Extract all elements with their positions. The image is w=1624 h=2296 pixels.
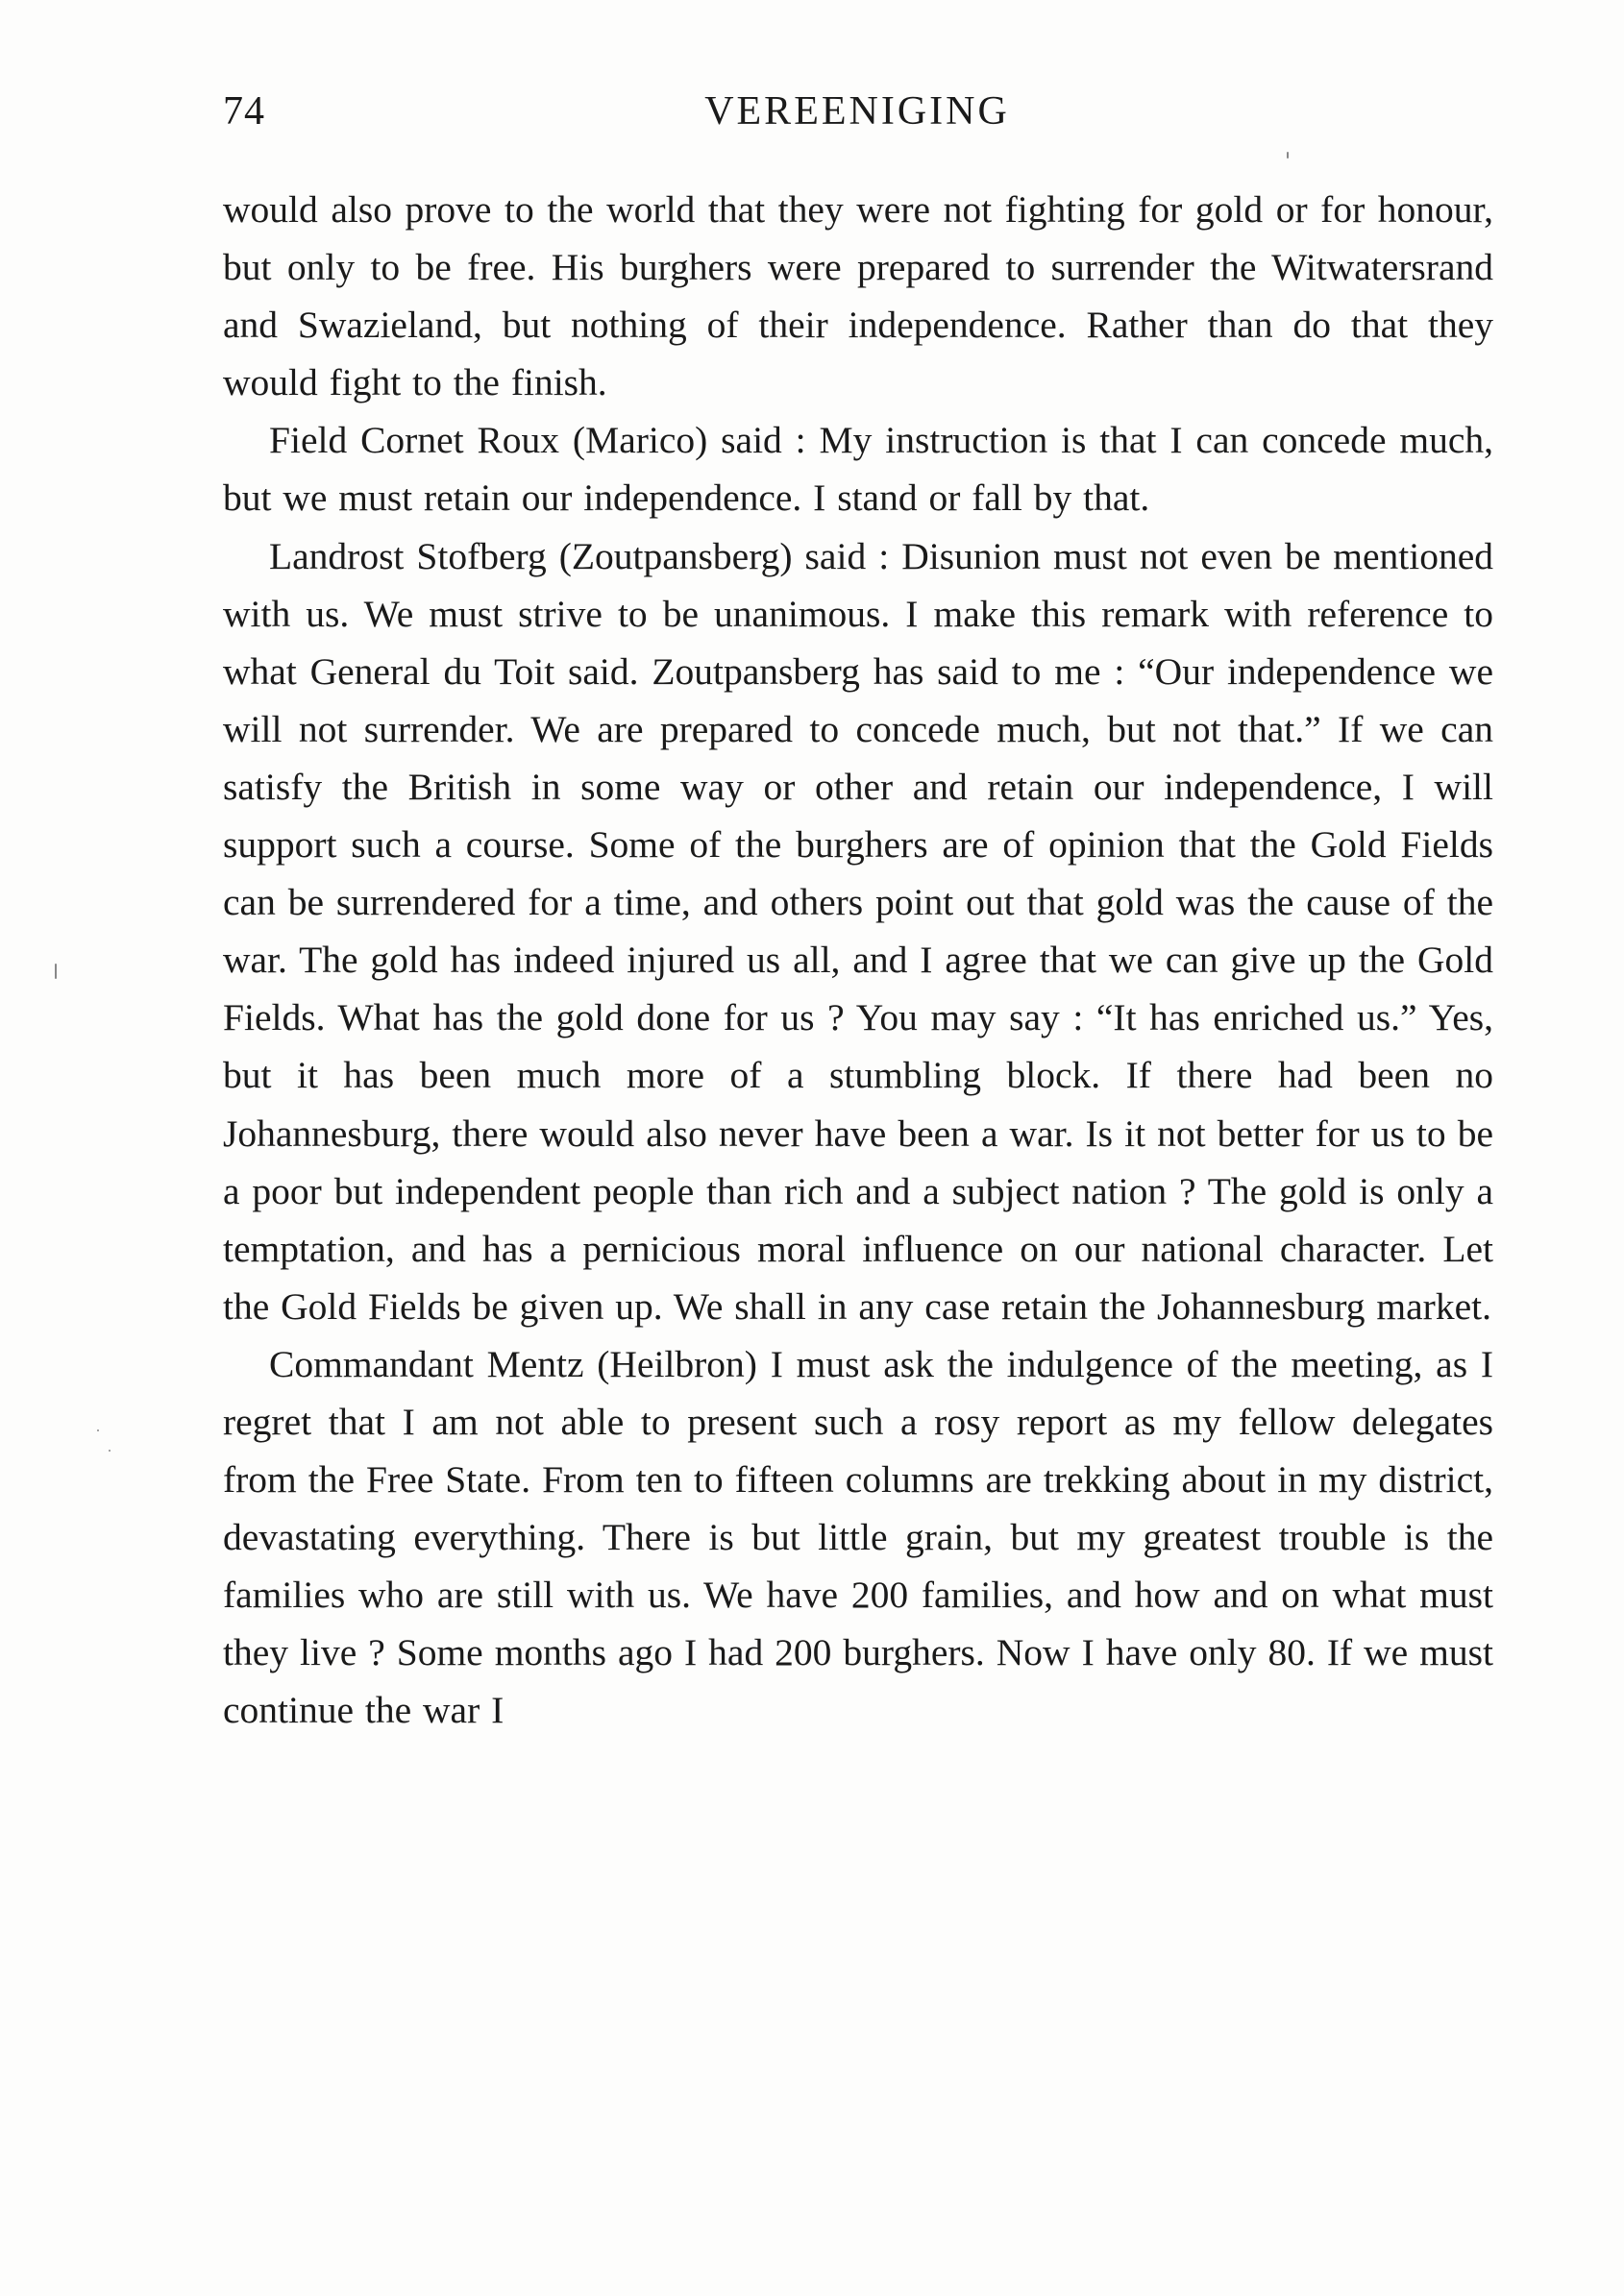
paragraph-commandant-mentz: Commandant Mentz (Heilbron) I must ask the indulgence of the meeting, as I regret that I am not able to present such a rosy report as my fellow delegates from the Free State. From ten to fifteen columns are trekking about in my district, devastating everything. There is but little grain, but my greatest trouble is the families who are still with us. We have 200 families, and how and on what must they live ? Some months ago I had 200 burghers. Now I have only 80. If we must continue the war I — [223, 1342, 1493, 1732]
paragraph-field-cornet-roux: Field Cornet Roux (Marico) said : My instruction is that I can concede much, but we must retain our independence. I stand or fall by that. — [223, 419, 1493, 520]
paragraph-landrost-stofberg: Landrost Stofberg (Zoutpansberg) said : Disunion must not even be mentioned with us. We must strive to be unanimous. I make this remark with reference to what General du Toit said. Zoutpansberg has said to me : “Our independence we will not surrender. We are prepared to concede much, but not that.” If we can satisfy the British in some way or other and retain our independence, I will support such a course. Some of the burghers are of opinion that the Gold Fields can be surrendered for a time, and others point out that gold was the cause of the war. The gold has indeed injured us all, and I agree that we can give up the Gold Fields. What has the gold done for us ? You may say : “It has enriched us.” Yes, but it has been much more of a stumbling block. If there had been no Johannesburg, there would also never have been a war. Is it not better for us to be a poor but independent people than rich and a subject nation ? The gold is only a temptation, and has a pernicious moral influence on our national character. Let the Gold Fields be given up. We shall in any case retain the Johannesburg market. — [223, 534, 1493, 1328]
running-title: VEREENIGING — [704, 89, 1010, 134]
paragraph-roux-continuation: would also prove to the world that they were not fighting for gold or for honour, but only to be free. His burghers were prepared to surrender the Witwatersrand and Swazieland, but nothing of their independence. Rather than do that they would fight to the finish. — [223, 188, 1493, 404]
body-text — [223, 181, 1493, 1740]
scan-speck — [55, 964, 57, 979]
running-head — [223, 88, 1491, 146]
scan-speck — [97, 1429, 99, 1431]
scan-speck — [1287, 152, 1289, 159]
scan-speck — [109, 1450, 111, 1452]
page-number: 74 — [223, 89, 265, 134]
